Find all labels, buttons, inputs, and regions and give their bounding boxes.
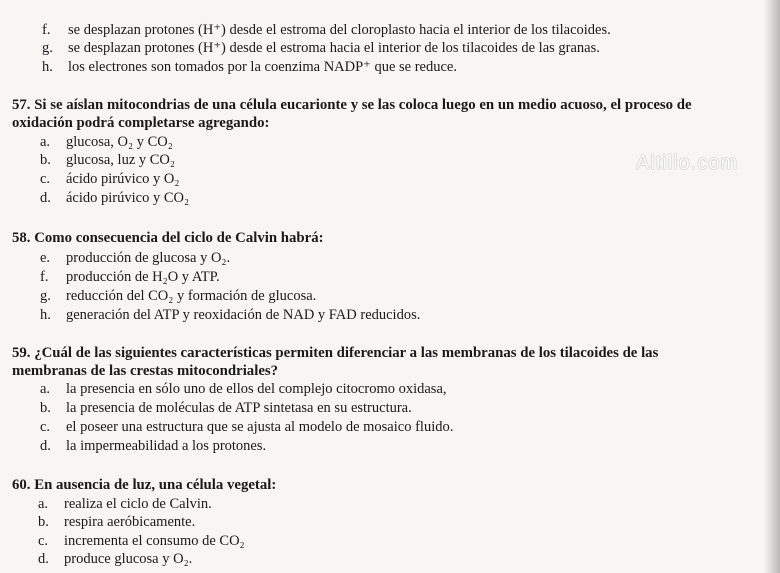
question-59-line2: membranas de las crestas mitocondriales? (12, 363, 279, 379)
q58-option-h (40, 307, 420, 324)
watermark-logo: Altillo.com (636, 152, 739, 174)
option-letter: g. (42, 40, 53, 56)
question-57-line1: 57. Si se aíslan mitocondrias de una célula eucarionte y se las coloca luego en un medio acuoso, el proceso de (12, 97, 692, 113)
option-text: producción de glucosa y O₂. (66, 250, 231, 266)
q58-option-g (40, 288, 316, 305)
q58-option-f (40, 269, 220, 286)
question-60 (12, 476, 764, 494)
question-59-line1: 59. ¿Cuál de las siguientes características permiten diferenciar a las membranas de los tilacoides de las (12, 345, 659, 361)
option-text: producción de H₂O y ATP. (66, 269, 220, 285)
question-57 (12, 96, 764, 132)
prev-option-g (42, 40, 600, 57)
q60-option-a (38, 496, 212, 513)
option-text: la presencia en sólo uno de ellos del complejo citocromo oxidasa, (66, 381, 447, 397)
option-text: glucosa, luz y CO₂ (66, 152, 175, 168)
option-text: los electrones son tomados por la coenzima NADP⁺ que se reduce. (68, 59, 457, 75)
option-text: ácido pirúvico y O₂ (66, 171, 180, 187)
option-letter: f. (42, 22, 51, 38)
option-letter: b. (40, 400, 51, 416)
page-edge-shadow (764, 0, 780, 573)
option-letter: b. (38, 514, 49, 530)
prev-option-f (42, 22, 611, 39)
question-60-line1: 60. En ausencia de luz, una célula vegetal: (12, 477, 277, 493)
option-text: reducción del CO₂ y formación de glucosa. (66, 288, 317, 304)
option-letter: f. (40, 269, 49, 285)
option-letter: a. (40, 381, 51, 397)
option-text: realiza el ciclo de Calvin. (64, 496, 212, 512)
q60-option-c (38, 533, 245, 550)
option-text: generación del ATP y reoxidación de NAD y FAD reducidos. (66, 307, 421, 323)
option-letter: d. (38, 551, 49, 567)
option-text: la impermeabilidad a los protones. (66, 438, 267, 454)
q59-option-d (40, 438, 266, 455)
option-text: glucosa, O₂ y CO₂ (66, 134, 173, 150)
q57-option-a (40, 134, 173, 151)
option-text: el poseer una estructura que se ajusta al modelo de mosaico fluido. (66, 419, 454, 435)
question-58-line1: 58. Como consecuencia del ciclo de Calvin habrá: (12, 230, 324, 246)
option-letter: c. (40, 171, 51, 187)
q57-option-d (40, 190, 189, 207)
option-letter: a. (38, 496, 49, 512)
q58-option-e (40, 250, 230, 267)
option-letter: h. (40, 307, 51, 323)
q59-option-c (40, 419, 453, 436)
option-letter: c. (38, 533, 49, 549)
q57-option-b (40, 152, 175, 169)
q60-option-b (38, 514, 195, 531)
option-letter: c. (40, 419, 51, 435)
option-letter: h. (42, 59, 53, 75)
option-text: incrementa el consumo de CO₂ (64, 533, 245, 549)
option-text: respira aeróbicamente. (64, 514, 196, 530)
option-text: se desplazan protones (H⁺) desde el estroma del cloroplasto hacia el interior de los tilacoides. (68, 22, 611, 38)
q59-option-a (40, 381, 447, 398)
option-text: se desplazan protones (H⁺) desde el estroma hacia el interior de los tilacoides de las granas. (68, 40, 600, 56)
question-57-line2: oxidación podrá completarse agregando: (12, 115, 270, 131)
option-text: produce glucosa y O₂. (64, 551, 193, 567)
option-letter: d. (40, 190, 51, 206)
q60-option-d (38, 551, 192, 568)
option-letter: a. (40, 134, 51, 150)
question-59 (12, 344, 764, 380)
prev-option-h (42, 59, 457, 76)
q57-option-c (40, 171, 179, 188)
option-text: ácido pirúvico y CO₂ (66, 190, 190, 206)
option-letter: b. (40, 152, 51, 168)
q59-option-b (40, 400, 412, 417)
option-letter: e. (40, 250, 51, 266)
option-text: la presencia de moléculas de ATP sintetasa en su estructura. (66, 400, 412, 416)
option-letter: g. (40, 288, 51, 304)
question-58 (12, 229, 764, 247)
option-letter: d. (40, 438, 51, 454)
